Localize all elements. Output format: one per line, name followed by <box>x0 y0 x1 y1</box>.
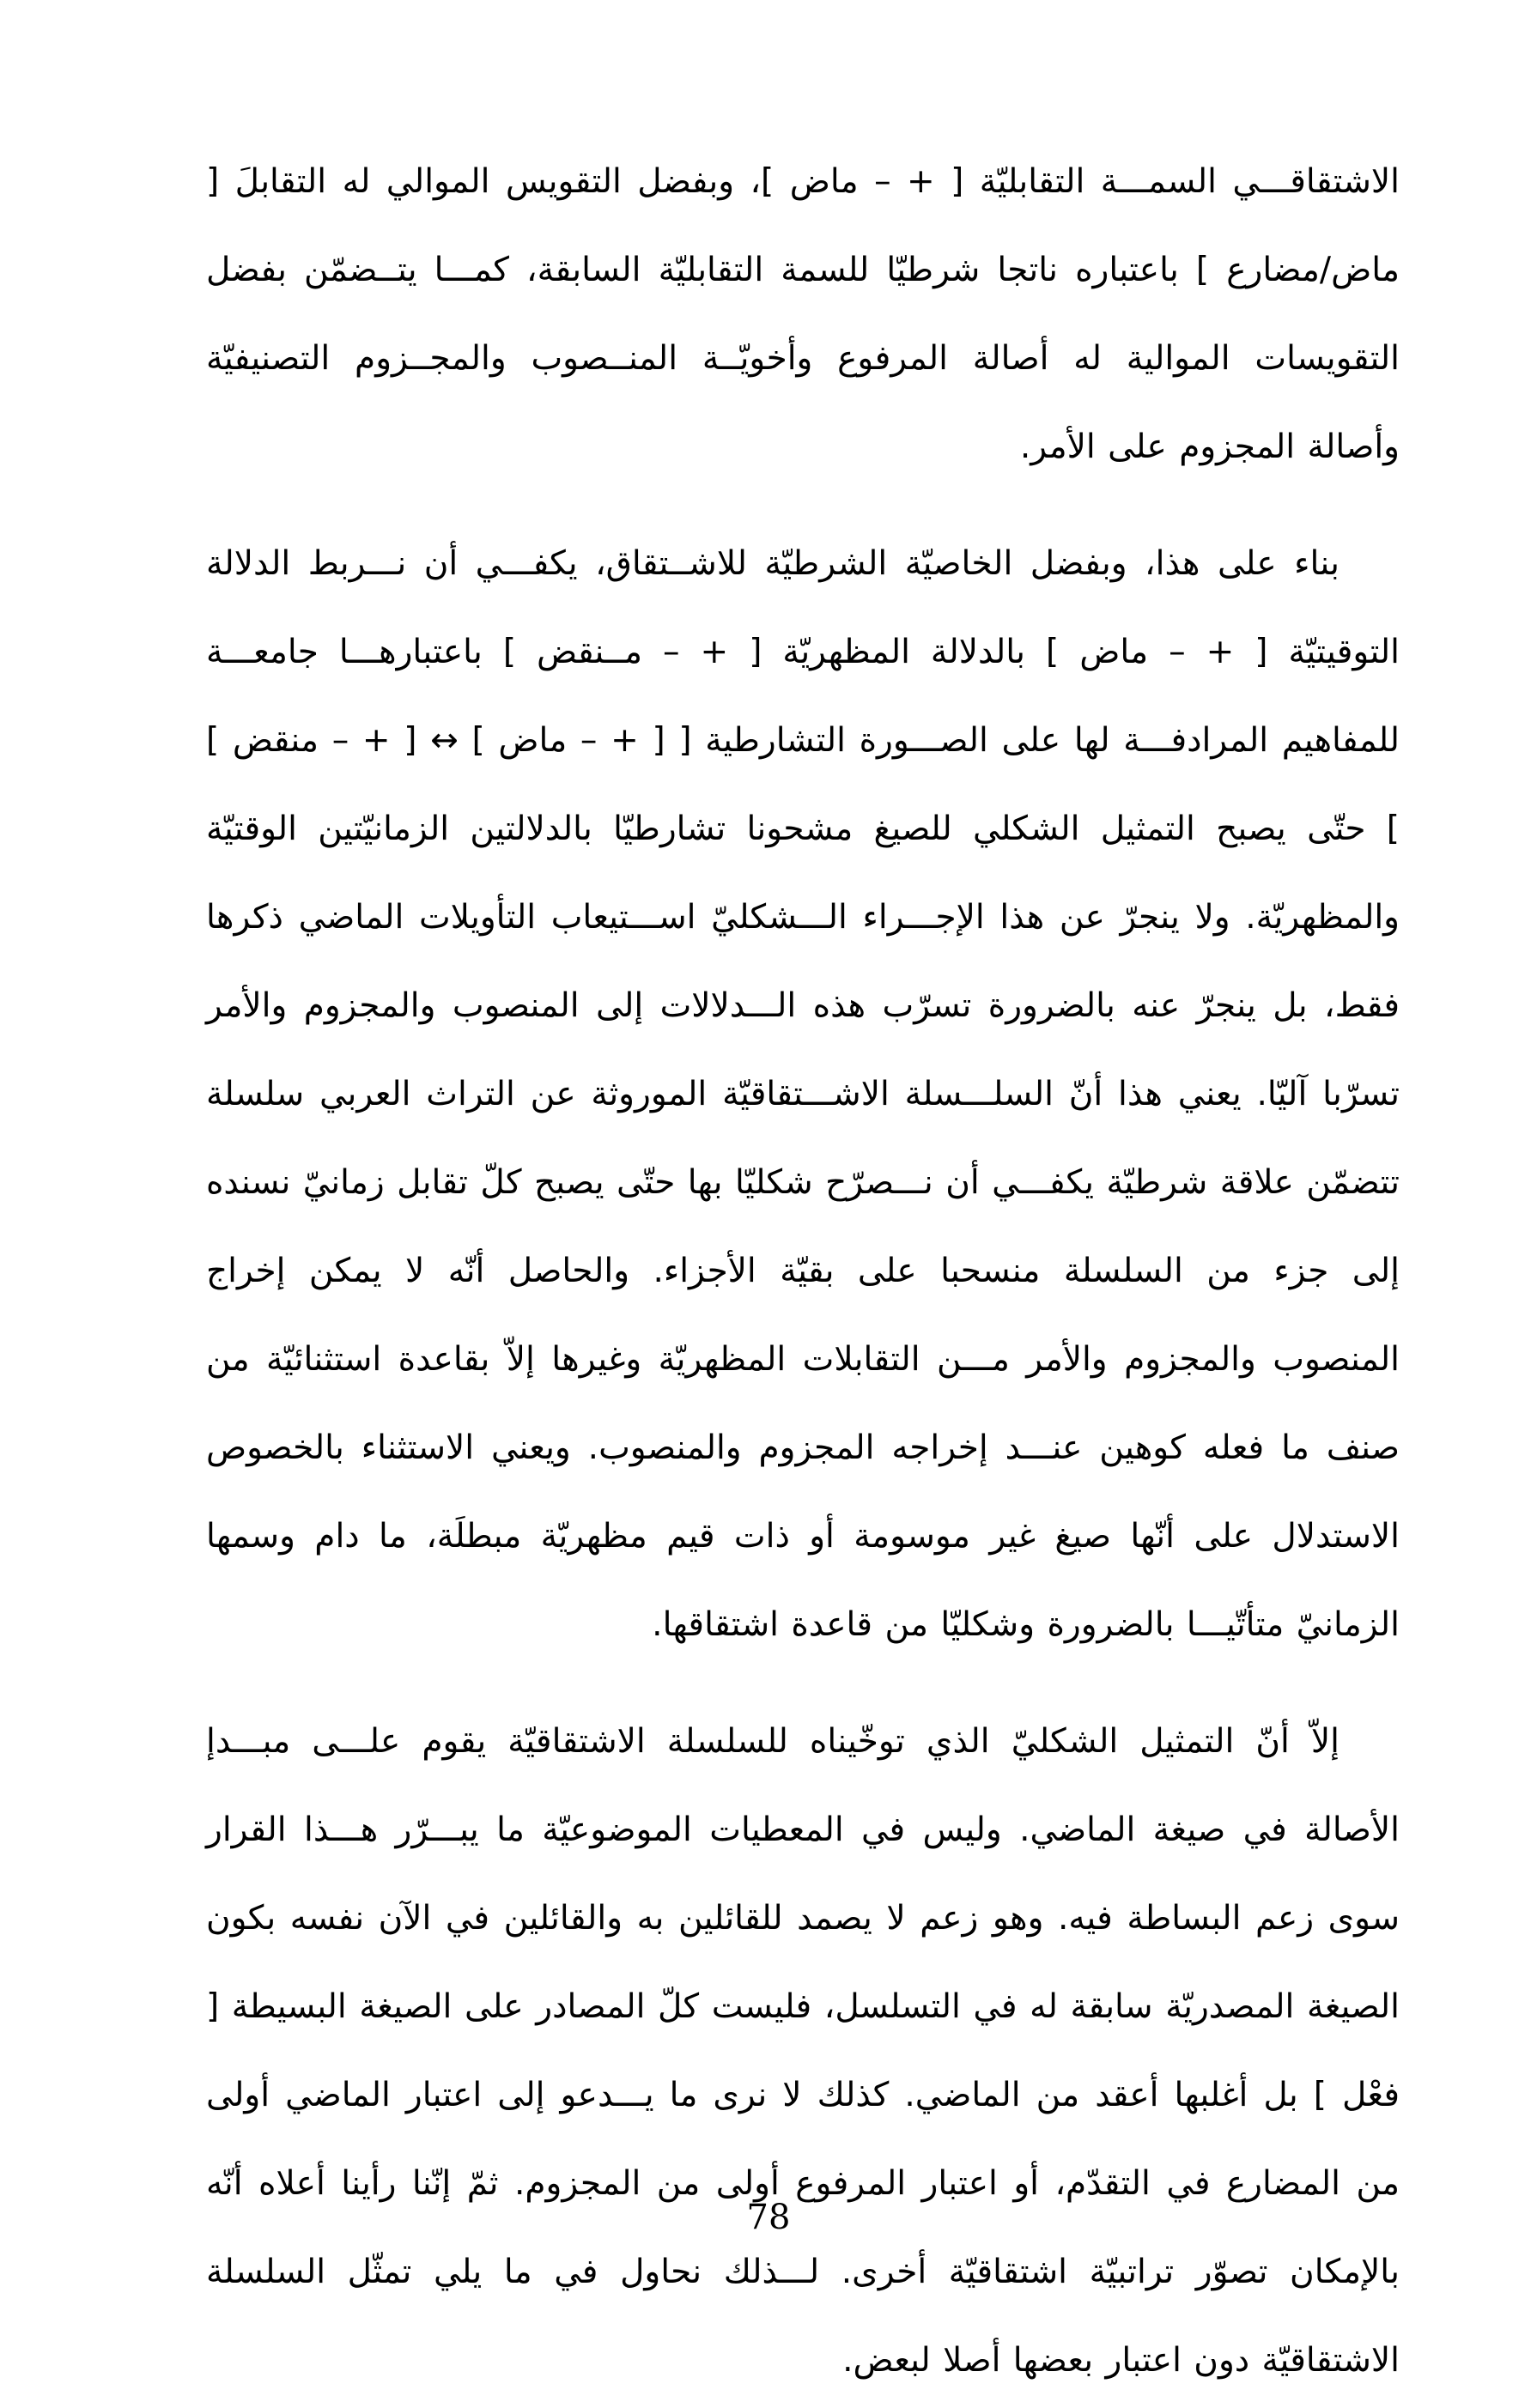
paragraph-3: إلاّ أنّ التمثيل الشكليّ الذي توخّيناه للسلسلة الاشتقاقيّة يقوم علـــى مبـــدإ الأصالة في صيغة الماضي. وليس في المعطيات الموضوعيّة ما يبـــرّر هـــذا القرار سوى زعم البساطة فيه. وهو زعم لا يصمد للقائلين به والقائلين في الآن نفسه بكون الصيغة المصدريّة سابقة له في التسلسل، فليست كلّ المصادر على الصيغة البسيطة [ فعْل ] بل أغلبها أعقد من الماضي. كذلك لا نرى ما يـــدعو إلى اعتبار الماضي أولى من المضارع في التقدّم، أو اعتبار المرفوع أولى من المجزوم. ثمّ إنّنا رأينا أعلاه أنّه بالإمكان تصوّر تراتبيّة اشتقاقيّة أخرى. لـــذلك نحاول في ما يلي تمثّل السلسلة الاشتقاقيّة دون اعتبار بعضها أصلا لبعض. <box>206 1722 1400 2380</box>
paragraph-1: الاشتقاقـــي السمـــة التقابليّة [ + – ماض ]، وبفضل التقويس الموالي له التقابلَ [ ماض/مضارع ] باعتباره ناتجا شرطيّا للسمة التقابليّة السابقة، كمـــا يتــضمّن بفضل التقويسات الموالية له أصالة المرفوع وأخويّــة المنــصوب والمجــزوم التصنيفيّة وأصالة المجزوم على الأمر. <box>206 162 1400 466</box>
page-number: 78 <box>746 2198 791 2237</box>
paragraph-2: بناء على هذا، وبفضل الخاصيّة الشرطيّة للاشــتقاق، يكفـــي أن نـــربط الدلالة التوقيتيّة [ + – ماض ] بالدلالة المظهريّة [ + – مــنقض ] باعتبارهـــا جامعـــة للمفاهيم المرادفـــة لها على الصـــورة التشارطية [ [ + – ماض ] ↔ [ + – منقض ] ] حتّى يصبح التمثيل الشكلي للصيغ مشحونا تشارطيّا بالدلالتين الزمانيّتين الوقتيّة والمظهريّة. ولا ينجرّ عن هذا الإجـــراء الـــشكليّ اســـتيعاب التأويلات الماضي ذكرها فقط، بل ينجرّ عنه بالضرورة تسرّب هذه الـــدلالات إلى المنصوب والمجزوم والأمر تسرّبا آليّا. يعني هذا أنّ السلـــسلة الاشـــتقاقيّة الموروثة عن التراث العربي سلسلة تتضمّن علاقة شرطيّة يكفـــي أن نـــصرّح شكليّا بها حتّى يصبح كلّ تقابل زمانيّ نسنده إلى جزء من السلسلة منسحبا على بقيّة الأجزاء. والحاصل أنّه لا يمكن إخراج المنصوب والمجزوم والأمر مـــن التقابلات المظهريّة وغيرها إلاّ بقاعدة استثنائيّة من صنف ما فعله كوهين عنـــد إخراجه المجزوم والمنصوب. ويعني الاستثناء بالخصوص الاستدلال على أنّها صيغ غير موسومة أو ذات قيم مظهريّة مبطلَة، ما دام وسمها الزمانيّ متأتّيـــا بالضرورة وشكليّا من قاعدة اشتقاقها. <box>206 544 1400 1644</box>
body-text <box>206 137 1400 2405</box>
